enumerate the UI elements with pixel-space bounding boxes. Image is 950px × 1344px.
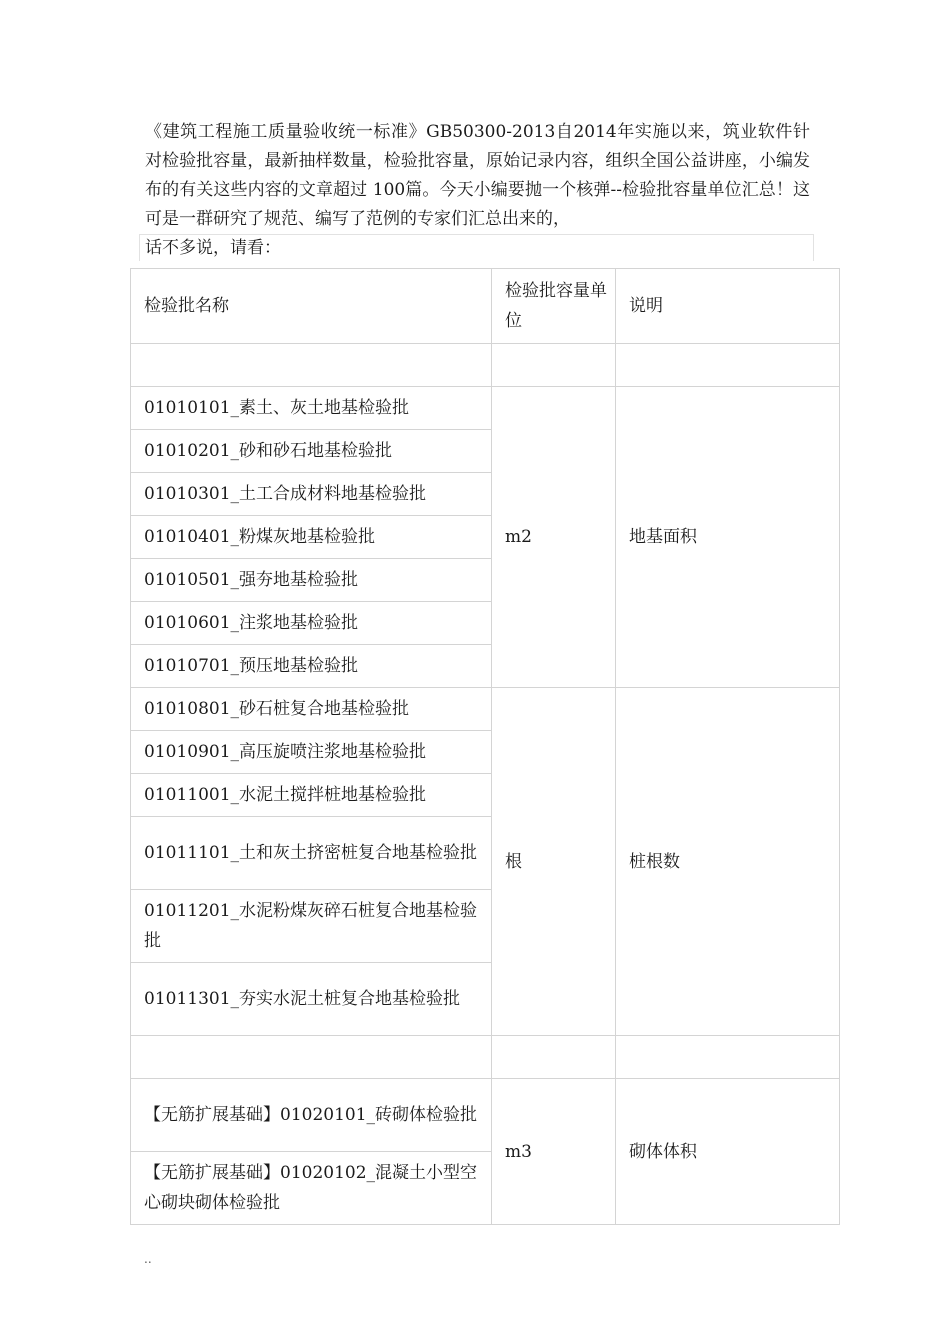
batch-name: 01010501_强夯地基检验批: [131, 559, 492, 602]
batch-unit: 根: [492, 688, 616, 1036]
intro-paragraph: 《建筑工程施工质量验收统一标准》GB50300-2013自2014年实施以来，筑业软件针对检验批容量，最新抽样数量，检验批容量，原始记录内容，组织全国公益讲座，小编发布的有关这些内容的文章超过 100篇。今天小编要抛一个核弹--检验批容量单位汇总！这可是一群研究了规范、编写了范例的专家们汇总出来的，: [145, 122, 810, 229]
header-note: 说明: [616, 269, 840, 344]
intro-text: [145, 118, 810, 261]
header-unit: 检验批容量单位: [492, 269, 616, 344]
table-blank-row: [131, 1036, 840, 1079]
batch-unit: m3: [492, 1079, 616, 1225]
intro-last-line: 话不多说，请看：: [139, 234, 814, 261]
table-row: [131, 387, 840, 430]
table-row: [131, 1079, 840, 1152]
table-row: [131, 688, 840, 731]
batch-name: 01011201_水泥粉煤灰碎石桩复合地基检验批: [131, 890, 492, 963]
batch-name: 01010801_砂石桩复合地基检验批: [131, 688, 492, 731]
batch-name: 01011001_水泥土搅拌桩地基检验批: [131, 774, 492, 817]
batch-name: 01010201_砂和砂石地基检验批: [131, 430, 492, 473]
table-header-row: [131, 269, 840, 344]
batch-name: 01010401_粉煤灰地基检验批: [131, 516, 492, 559]
batch-name: 01010601_注浆地基检验批: [131, 602, 492, 645]
inspection-batch-table: [130, 268, 840, 1225]
batch-name: 01010301_土工合成材料地基检验批: [131, 473, 492, 516]
batch-note: 地基面积: [616, 387, 840, 688]
batch-note: 砌体体积: [616, 1079, 840, 1225]
batch-name: 01010901_高压旋喷注浆地基检验批: [131, 731, 492, 774]
page-footer-mark: ..: [144, 1252, 152, 1266]
header-name: 检验批名称: [131, 269, 492, 344]
batch-name: 【无筋扩展基础】01020101_砖砌体检验批: [131, 1079, 492, 1152]
batch-note: 桩根数: [616, 688, 840, 1036]
batch-name: 01010101_素土、灰土地基检验批: [131, 387, 492, 430]
table-blank-row: [131, 344, 840, 387]
batch-name: 01011301_夯实水泥土桩复合地基检验批: [131, 963, 492, 1036]
batch-name: 【无筋扩展基础】01020102_混凝土小型空心砌块砌体检验批: [131, 1152, 492, 1225]
batch-name: 01011101_土和灰土挤密桩复合地基检验批: [131, 817, 492, 890]
batch-name: 01010701_预压地基检验批: [131, 645, 492, 688]
batch-unit: m2: [492, 387, 616, 688]
